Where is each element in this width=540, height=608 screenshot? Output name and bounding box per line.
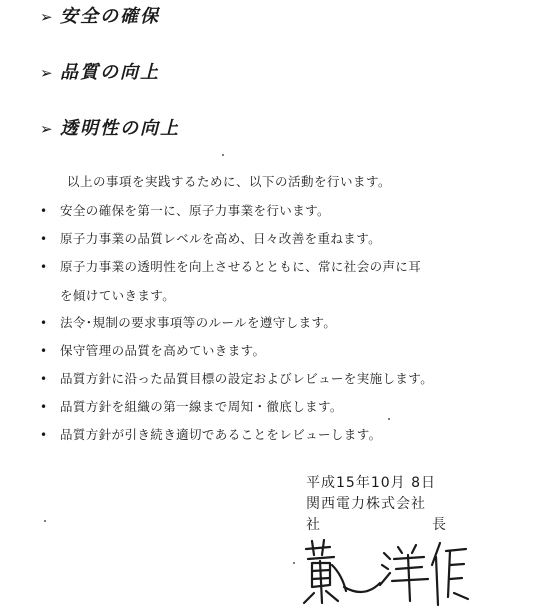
- list-item: [40, 341, 265, 359]
- list-item-text: 安全の確保を第一に、原子力事業を行います。: [60, 203, 330, 218]
- bullet-dot-icon: •: [40, 400, 48, 414]
- list-item: [40, 425, 382, 443]
- scan-speck: [293, 562, 295, 564]
- bullet-dot-icon: •: [40, 428, 48, 442]
- signer-title-left: 社: [306, 517, 320, 533]
- list-item: [40, 397, 343, 415]
- intro-paragraph: 以上の事項を実践するために、以下の活動を行います。: [67, 174, 392, 189]
- list-item: [40, 201, 330, 219]
- list-item: [40, 257, 421, 275]
- signature-date: 平成15年10月 8日: [306, 475, 436, 491]
- signer-title: [306, 514, 446, 534]
- arrow-bullet-icon: ➢: [40, 120, 55, 138]
- heading-safety: [40, 2, 160, 28]
- scan-speck: [44, 520, 46, 522]
- handwritten-signature: [300, 535, 470, 607]
- bullet-dot-icon: •: [40, 204, 48, 218]
- list-item-text: 品質方針が引き続き適切であることをレビューします。: [60, 427, 382, 442]
- list-item-text: 原子力事業の品質レベルを高め、日々改善を重ねます。: [60, 231, 382, 246]
- heading-text: 安全の確保: [60, 6, 160, 27]
- bullet-dot-icon: •: [40, 372, 48, 386]
- list-item: [40, 369, 433, 387]
- bullet-dot-icon: •: [40, 344, 48, 358]
- scan-speck: [388, 418, 390, 420]
- signer-title-right: 長: [432, 517, 446, 533]
- bullet-dot-icon: •: [40, 316, 48, 330]
- list-item-text: 品質方針を組織の第一線まで周知・徹底します。: [60, 399, 343, 414]
- heading-text: 品質の向上: [60, 62, 160, 83]
- bullet-dot-icon: •: [40, 260, 48, 274]
- list-item-text: 法令･規制の要求事項等のルールを遵守します。: [60, 315, 337, 330]
- arrow-bullet-icon: ➢: [40, 64, 55, 82]
- heading-text: 透明性の向上: [60, 118, 180, 139]
- heading-transparency: [40, 114, 180, 140]
- scan-speck: [222, 154, 224, 156]
- list-item: [40, 313, 336, 331]
- list-item: [40, 229, 381, 247]
- company-name: 関西電力株式会社: [306, 496, 426, 512]
- list-item-continuation: を傾けていきます。: [60, 288, 176, 303]
- heading-quality: [40, 58, 160, 84]
- bullet-dot-icon: •: [40, 232, 48, 246]
- arrow-bullet-icon: ➢: [40, 8, 55, 26]
- list-item-text: 品質方針に沿った品質目標の設定およびレビューを実施します。: [60, 371, 434, 386]
- list-item-text: 原子力事業の透明性を向上させるとともに、常に社会の声に耳: [60, 259, 422, 274]
- list-item-text: 保守管理の品質を高めていきます。: [60, 343, 266, 358]
